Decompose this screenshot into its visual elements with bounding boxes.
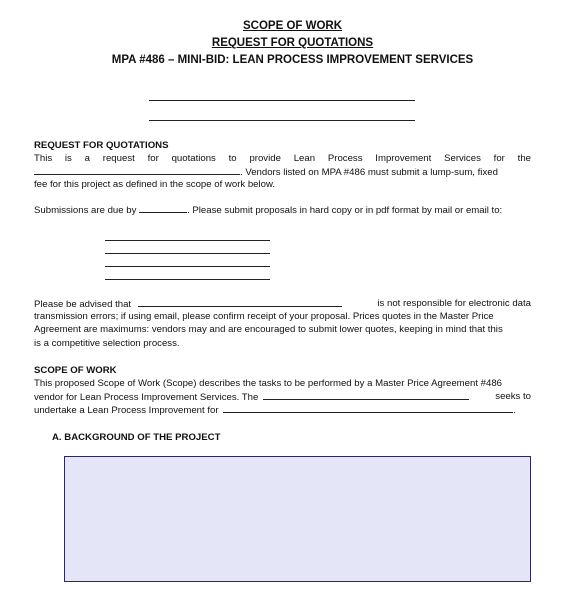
scope-agency-blank[interactable]	[263, 390, 469, 400]
advised-line-4: is a competitive selection process.	[34, 338, 180, 349]
rfq-line-2-text: . Vendors listed on MPA #486 must submit a lump-sum, fixed	[240, 167, 498, 178]
submissions-prefix: Submissions are due by	[34, 205, 137, 216]
due-date-blank[interactable]	[139, 203, 187, 213]
rfq-heading: REQUEST FOR QUOTATIONS	[34, 140, 169, 151]
scope-line-2-prefix: vendor for Lean Process Improvement Services. The	[34, 392, 259, 403]
scope-line-3	[34, 403, 531, 417]
address-line-1[interactable]	[105, 240, 270, 241]
address-line-2[interactable]	[105, 253, 270, 254]
advised-prefix: Please be advised that	[34, 299, 132, 310]
advised-suffix: is not responsible for electronic data	[377, 298, 531, 309]
background-heading: A. BACKGROUND OF THE PROJECT	[52, 432, 221, 443]
scope-project-blank[interactable]	[223, 403, 513, 413]
advised-line-3: Agreement are maximums: vendors may and are encouraged to submit lower quotes, keeping in mind that this	[34, 324, 503, 335]
address-line-4[interactable]	[105, 279, 270, 280]
scope-line-2	[34, 390, 531, 404]
doc-heading: MPA #486 – MINI-BID: LEAN PROCESS IMPROVEMENT SERVICES	[111, 54, 474, 66]
address-line-3[interactable]	[105, 266, 270, 267]
rfq-line-2	[34, 165, 531, 179]
advised-line-1	[34, 297, 531, 311]
rfq-line-3: fee for this project as defined in the scope of work below.	[34, 179, 276, 190]
scope-line-2-suffix: seeks to	[495, 391, 531, 402]
rfq-line-1: This is a request for quotations to provide Lean Process Improvement Services for the	[34, 153, 531, 164]
submissions-line	[34, 203, 502, 217]
agency-name-blank[interactable]	[138, 297, 342, 307]
scope-line-3-prefix: undertake a Lean Process Improvement for	[34, 405, 219, 416]
submissions-suffix: . Please submit proposals in hard copy or in pdf format by mail or email to:	[187, 205, 503, 216]
scope-heading: SCOPE OF WORK	[34, 365, 117, 376]
doc-title: SCOPE OF WORK	[242, 20, 343, 32]
header-blank-line-1[interactable]	[149, 100, 415, 101]
scope-line-3-suffix: .	[513, 405, 516, 416]
background-text-box[interactable]	[64, 456, 531, 582]
rfq-project-blank[interactable]	[34, 165, 240, 175]
header-blank-line-2[interactable]	[149, 120, 415, 121]
doc-subtitle: REQUEST FOR QUOTATIONS	[211, 37, 374, 49]
scope-line-1: This proposed Scope of Work (Scope) describes the tasks to be performed by a Master Price Agreement #486	[34, 378, 503, 389]
advised-line-2: transmission errors; if using email, please confirm receipt of your proposal. Prices quotes in the Master Price	[34, 311, 494, 322]
